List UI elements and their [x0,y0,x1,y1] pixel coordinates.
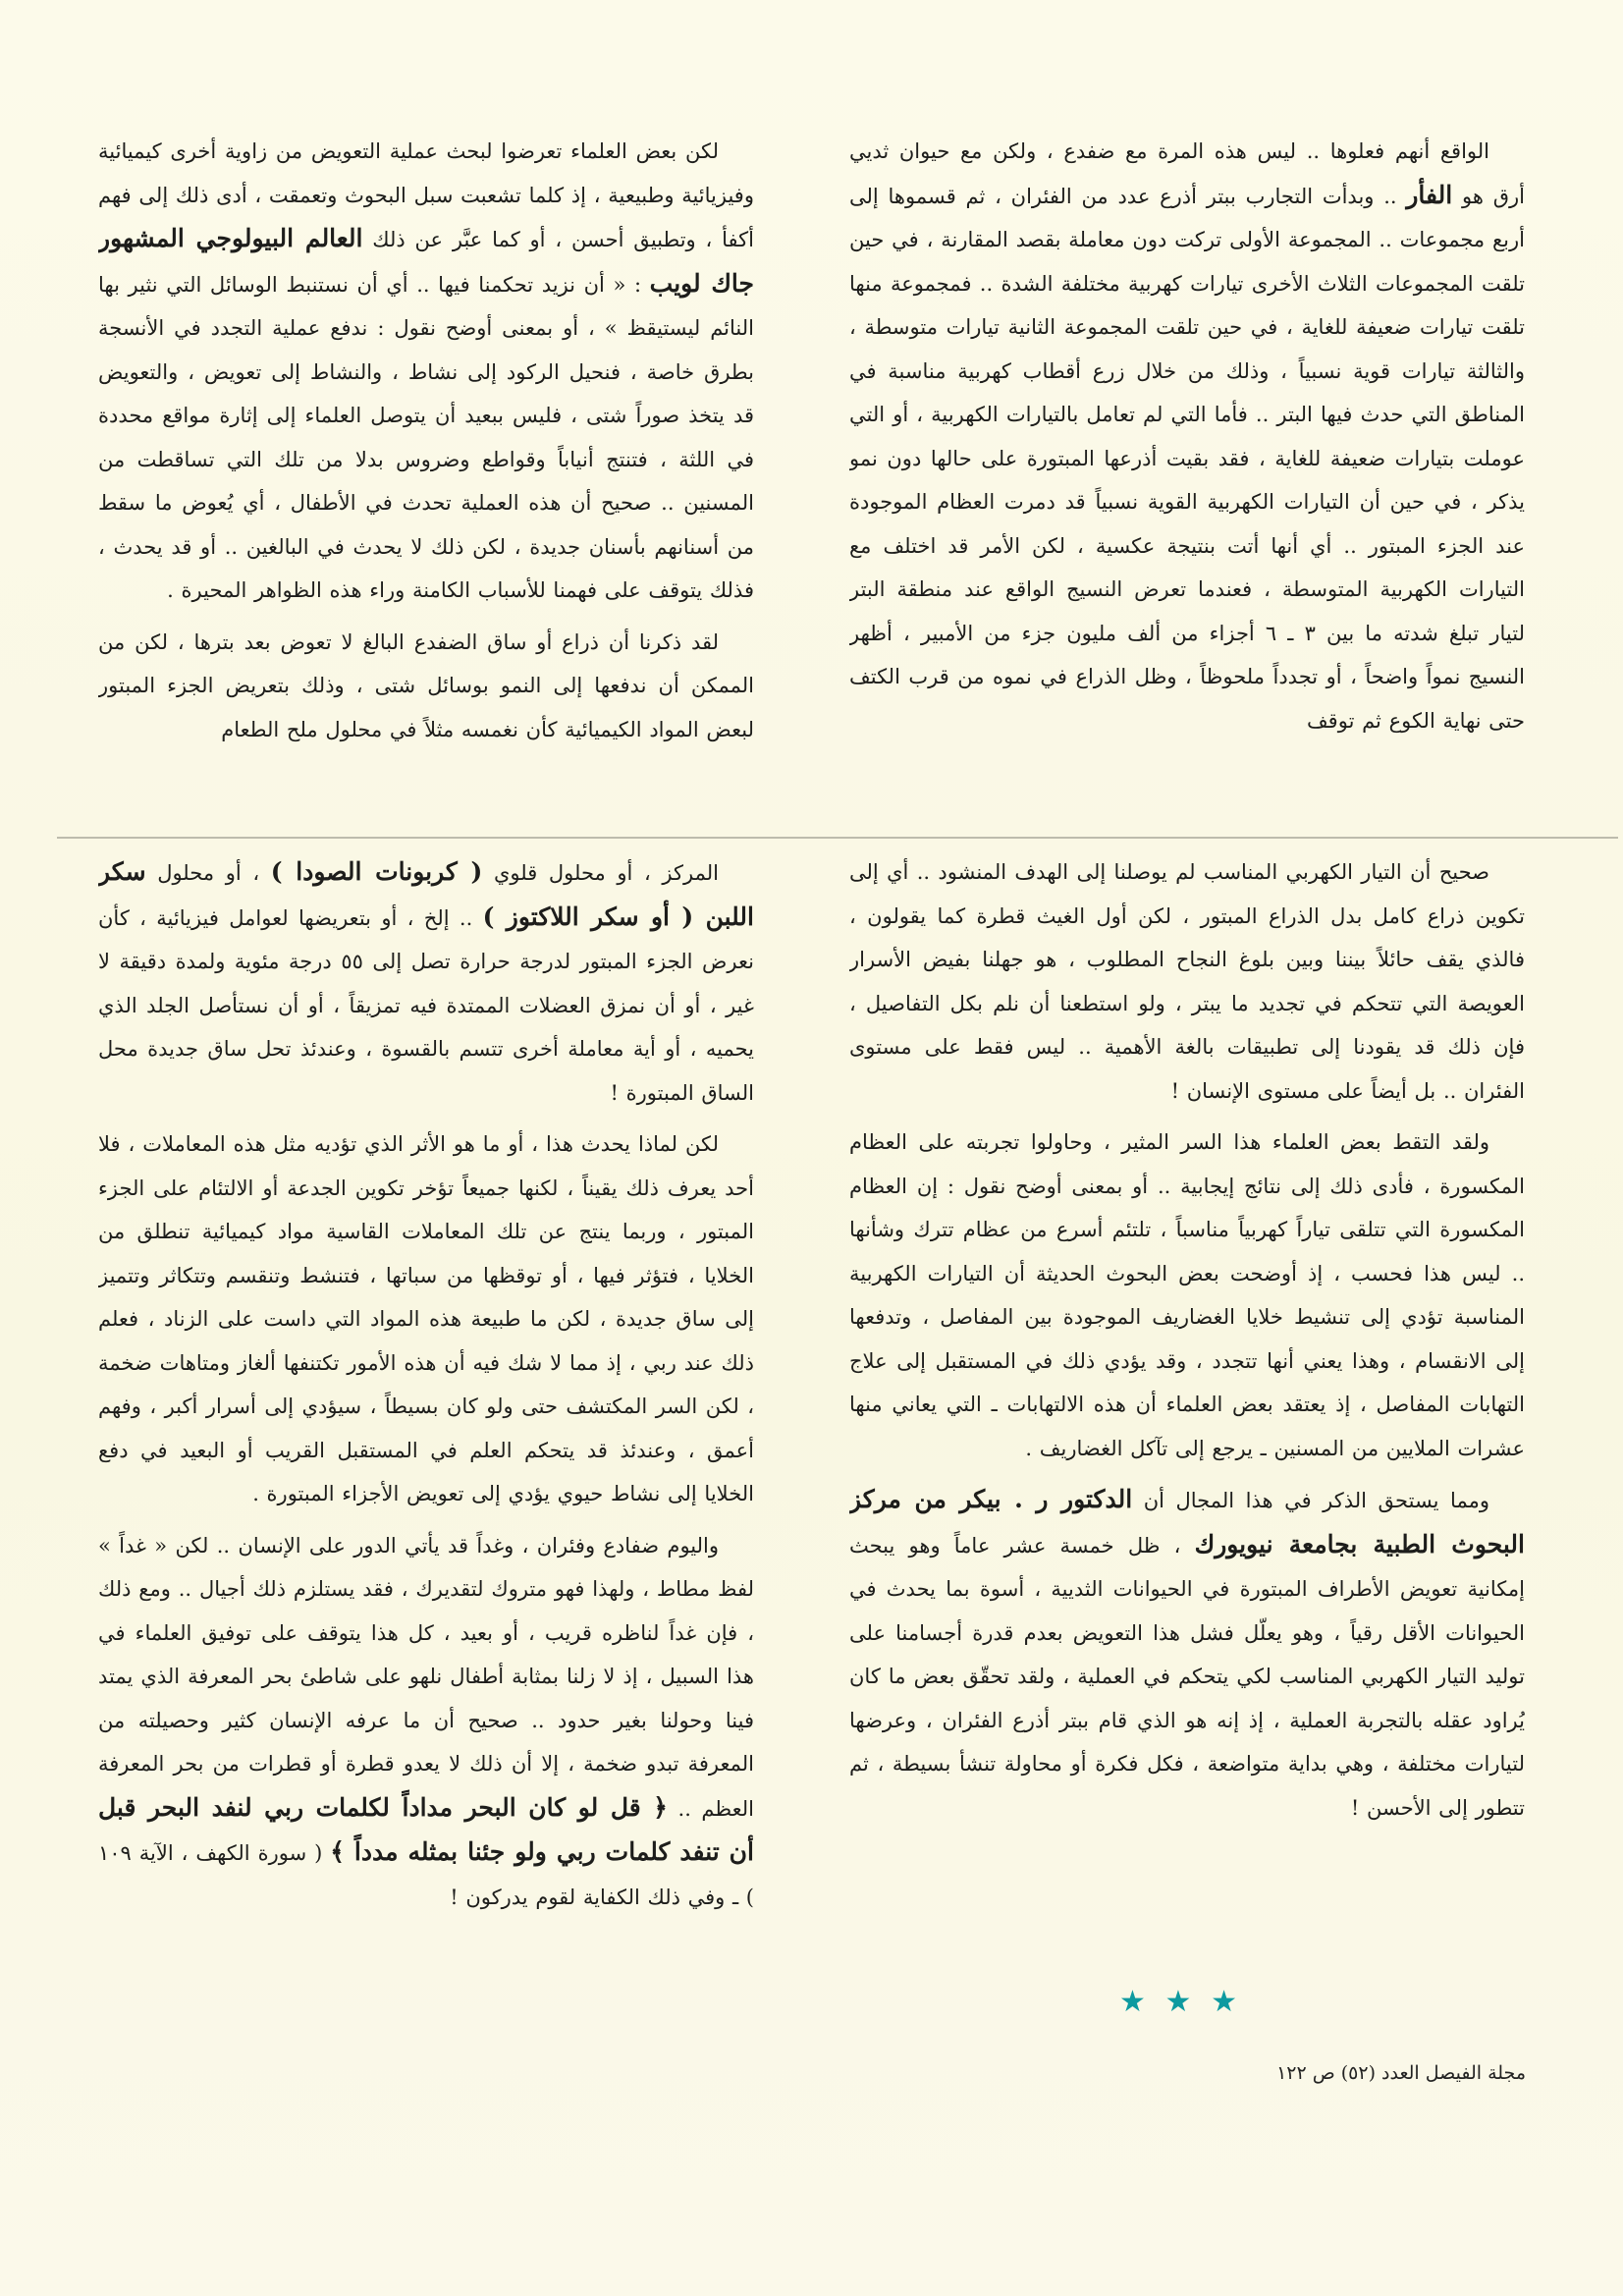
star-icon: ★ [1211,1984,1237,2019]
paragraph: صحيح أن التيار الكهربي المناسب لم يوصلنا إلى الهدف المنشود .. أي إلى تكوين ذراع كامل بدل الذراع المبتور ، لكن أول الغيث قطرة كما يقولون ، فالذي يقف حائلاً بيننا وبين بلوغ النجاح المطلوب ، هو جهلنا بفيض الأسرار العويصة التي تتحكم في تجديد ما يبتر ، ولو استطعنا أن نلم بكل التفاصيل ، فإن ذلك قد يقودنا إلى تطبيقات بالغة الأهمية .. ليس فقط على مستوى الفئران .. بل أيضاً على مستوى الإنسان ! [849,860,1525,1103]
paragraph-text: ( سورة الكهف ، الآية ١٠٩ ) ـ وفي ذلك الكفاية لقوم يدركون ! [98,1841,754,1909]
paragraph-text: : « أن نزيد تحكمنا فيها .. أي أن نستنبط الوسائل التي نثير بها النائم ليستيقظ » ، أو بمعنى أوضح نقول : ندفع عملية التجدد في الأنسجة بطرق خاصة ، فنحيل الركود إلى نشاط ، والنشاط إلى تعويض ، والتعويض قد يتخذ صوراً شتى ، فليس ببعيد أن يتوصل العلماء إلى إثارة مواقع محددة في اللثة ، فتنتج أنياباً وقواطع وضروس بدلا من تلك التي تساقطت من المسنين .. صحيح أن هذه العملية تحدث في الأطفال ، أي يُعوض ما سقط من أسنانهم بأسنان جديدة ، لكن ذلك لا يحدث في البالغين .. أو قد يحدث ، فذلك يتوقف على فهمنا للأسباب الكامنة وراء هذه الظواهر المحيرة . [98,272,754,602]
paragraph-text: ومما يستحق الذكر في هذا المجال أن [1143,1489,1489,1512]
paragraph [98,130,754,613]
paragraph: لكن لماذا يحدث هذا ، أو ما هو الأثر الذي تؤديه مثل هذه المعاملات ، فلا أحد يعرف ذلك يقيناً ، لكنها جميعاً تؤخر تكوين الجدعة أو الالتئام على الجزء المبتور ، وربما ينتج عن تلك المعاملات القاسية مواد كيميائية تنطلق من الخلايا ، فتؤثر فيها ، أو توقظها من سباتها ، فتنشط وتنقسم وتتكاثر وتتميز إلى ساق جديدة ، لكن ما طبيعة هذه المواد التي داست على الزناد ، فعلم ذلك عند ربي ، إذ مما لا شك فيه أن هذه الأمور تكتنفها ألغاز ومتاهات ضخمة ، لكن السر المكتشف حتى ولو كان بسيطاً ، سيؤدي إلى أسرار أكبر ، وفهم أعمق ، وعندئذ قد يتحكم العلم في المستقبل القريب أو البعيد في دفع الخلايا إلى نشاط حيوي يؤدي إلى تعويض الأجزاء المبتورة . [98,1132,754,1505]
paragraph-text: لكن بعض العلماء تعرضوا لبحث عملية التعويض من زاوية أخرى كيميائية وفيزيائية وطبيعية ، إذ كلما تشعبت سبل البحوث وتعمقت ، أدى ذلك إلى فهم أكفأ ، وتطبيق أحسن ، أو كما عبَّر عن ذلك [98,139,754,251]
bold-term: الدكتور ر . بيكر من مركز البحوث الطبية بجامعة نيويورك [849,1485,1525,1558]
column-left-top [98,130,754,829]
paragraph-text: .. وبدأت التجارب ببتر أذرع عدد من الفئران ، ثم قسموها إلى أربع مجموعات .. المجموعة الأولى تركت دون معاملة بقصد المقارنة ، في حين تلقت المجموعات الثلاث الأخرى تيارات كهربية مختلفة الشدة .. فمجموعة منها تلقت تيارات ضعيفة للغاية ، في حين تلقت المجموعة الثانية تيارات متوسطة ، والثالثة تيارات قوية نسبياً ، وذلك من خلال زرع أقطاب كهربية مناسبة في المناطق التي حدث فيها البتر .. فأما التي لم تعامل بالتيارات الكهربية ، أو التي عوملت بتيارات ضعيفة للغاية ، فقد بقيت أذرعها المبتورة على حالها دون نمو يذكر ، في حين أن التيارات الكهربية القوية نسبياً قد دمرت العظام الموجودة عند الجزء المبتور .. أي أنها أتت بنتيجة عكسية ، لكن الأمر قد اختلف مع التيارات الكهربية المتوسطة ، فعندما تعرض النسيج الواقع عند منطقة البتر لتيار تبلغ شدته ما بين ٣ ـ ٦ أجزاء من ألف مليون جزء من الأمبير ، أظهر النسيج نمواً واضحاً ، أو تجدداً ملحوظاً ، وظل الذراع في نموه من قرب الكتف حتى نهاية الكوع ثم توقف [849,184,1525,733]
column-left-bottom [98,850,754,2039]
paragraph [849,1478,1525,1830]
paragraph-text: الواقع أنهم فعلوها .. ليس هذه المرة مع ضفدع ، ولكن مع حيوان ثديي أرق هو [849,139,1525,208]
end-of-article-stars [1119,1984,1237,2019]
star-icon: ★ [1164,1984,1192,2019]
column-right-top [849,130,1525,829]
bold-term: العالم البيولوجي المشهور جاك لويب [98,224,754,298]
page-footer: مجلة الفيصل العدد (٥٢) ص ١٢٢ [1276,2062,1526,2084]
bold-term: الفأر [1406,180,1453,209]
paragraph: لقد ذكرنا أن ذراع أو ساق الضفدع البالغ لا تعوض بعد بترها ، لكن من الممكن أن ندفعها إلى النمو بوسائل شتى ، وذلك بتعريض الجزء المبتور لبعض المواد الكيميائية كأن نغمسه مثلاً في محلول ملح الطعام [98,629,754,741]
paragraph: ولقد التقط بعض العلماء هذا السر المثير ، وحاولوا تجربته على العظام المكسورة ، فأدى ذلك إلى نتائج إيجابية .. أو بمعنى أوضح نقول : إن العظام المكسورة التي تتلقى تياراً كهربياً مناسباً ، تلتئم أسرع من عظام تترك وشأنها .. ليس هذا فحسب ، إذ أوضحت بعض البحوث الحديثة أن التيارات الكهربية المناسبة تؤدي إلى تنشيط خلايا الغضاريف الموجودة بين المفاصل ، وتدفعها إلى الانقسام ، وهذا يعني أنها تتجدد ، وقد يؤدي ذلك في المستقبل إلى علاج التهابات المفاصل ، إذ يعتقد بعض العلماء أن هذه الالتهابات ـ التي يعاني منها عشرات الملايين من المسنين ـ يرجع إلى تآكل الغضاريف . [849,1130,1525,1460]
paragraph-text: واليوم ضفادع وفئران ، وغداً قد يأتي الدور على الإنسان .. لكن « غداً » لفظ مطاط ، ولهذا فهو متروك لتقديرك ، فقد يستلزم ذلك أجيال .. ومع ذلك ، فإن غداً لناظره قريب ، أو بعيد ، كل هذا يتوقف على توفيق العلماء في هذا السبيل ، إذ لا زلنا بمثابة أطفال نلهو على شاطئ بحر المعرفة الذي يمتد فينا وحولنا بغير حدود .. صحيح أن ما عرفه الإنسان كثير وحصيلته من المعرفة تبدو ضخمة ، إلا أن ذلك لا يعدو قطرة أو قطرات من بحر المعرفة العظم .. [98,1533,754,1821]
bold-term: ( كربونات الصودا ) [270,857,483,886]
star-icon: ★ [1119,1984,1146,2019]
paragraph [98,1524,754,1920]
paragraph [98,850,754,1115]
paragraph-text: .. إلخ ، أو بتعريضها لعوامل فيزيائية ، كأن نعرض الجزء المبتور لدرجة حرارة تصل إلى ٥٥ درجة مئوية ولمدة دقيقة لا غير ، أو أن نمزق العضلات الممتدة فيه تمزيقاً ، أو أن نستأصل الجلد الذي يحميه ، أو أية معاملة أخرى تتسم بالقسوة ، وعندئذ تحل ساق جديدة محل الساق المبتورة ! [98,905,754,1105]
bold-term: سكر اللبن ( أو سكر اللاكتوز ) [98,857,754,931]
paragraph-text: ، ظل خمسة عشر عاماً وهو يبحث إمكانية تعويض الأطراف المبتورة في الحيوانات الثديية ، أسوة بما يحدث في الحيوانات الأقل رقياً ، وهو يعلّل فشل هذا التعويض بعدم قدرة أجسامنا على توليد التيار الكهربي المناسب لكي يتحكم في العملية ، ولقد تحقّق بعض ما كان يُراود عقله بالتجربة العملية ، إذ إنه هو الذي قام ببتر أذرع الفئران ، وعرضها لتيارات مختلفة ، وهي بداية متواضعة ، فكل فكرة أو محاولة تنشأ بسيطة ، ثم تتطور إلى الأحسن ! [849,1533,1525,1820]
paragraph [849,130,1525,742]
column-right-bottom [849,850,1525,1970]
paragraph-text: ، أو محلول [157,861,260,885]
quran-verse: ﴿ قل لو كان البحر مداداً لكلمات ربي لنفد البحر قبل أن تنفد كلمات ربي ولو جئنا بمثله مدداً ﴾ [98,1792,754,1866]
paragraph-text: المركز ، أو محلول قلوي [493,861,719,885]
section-divider [57,837,1618,839]
